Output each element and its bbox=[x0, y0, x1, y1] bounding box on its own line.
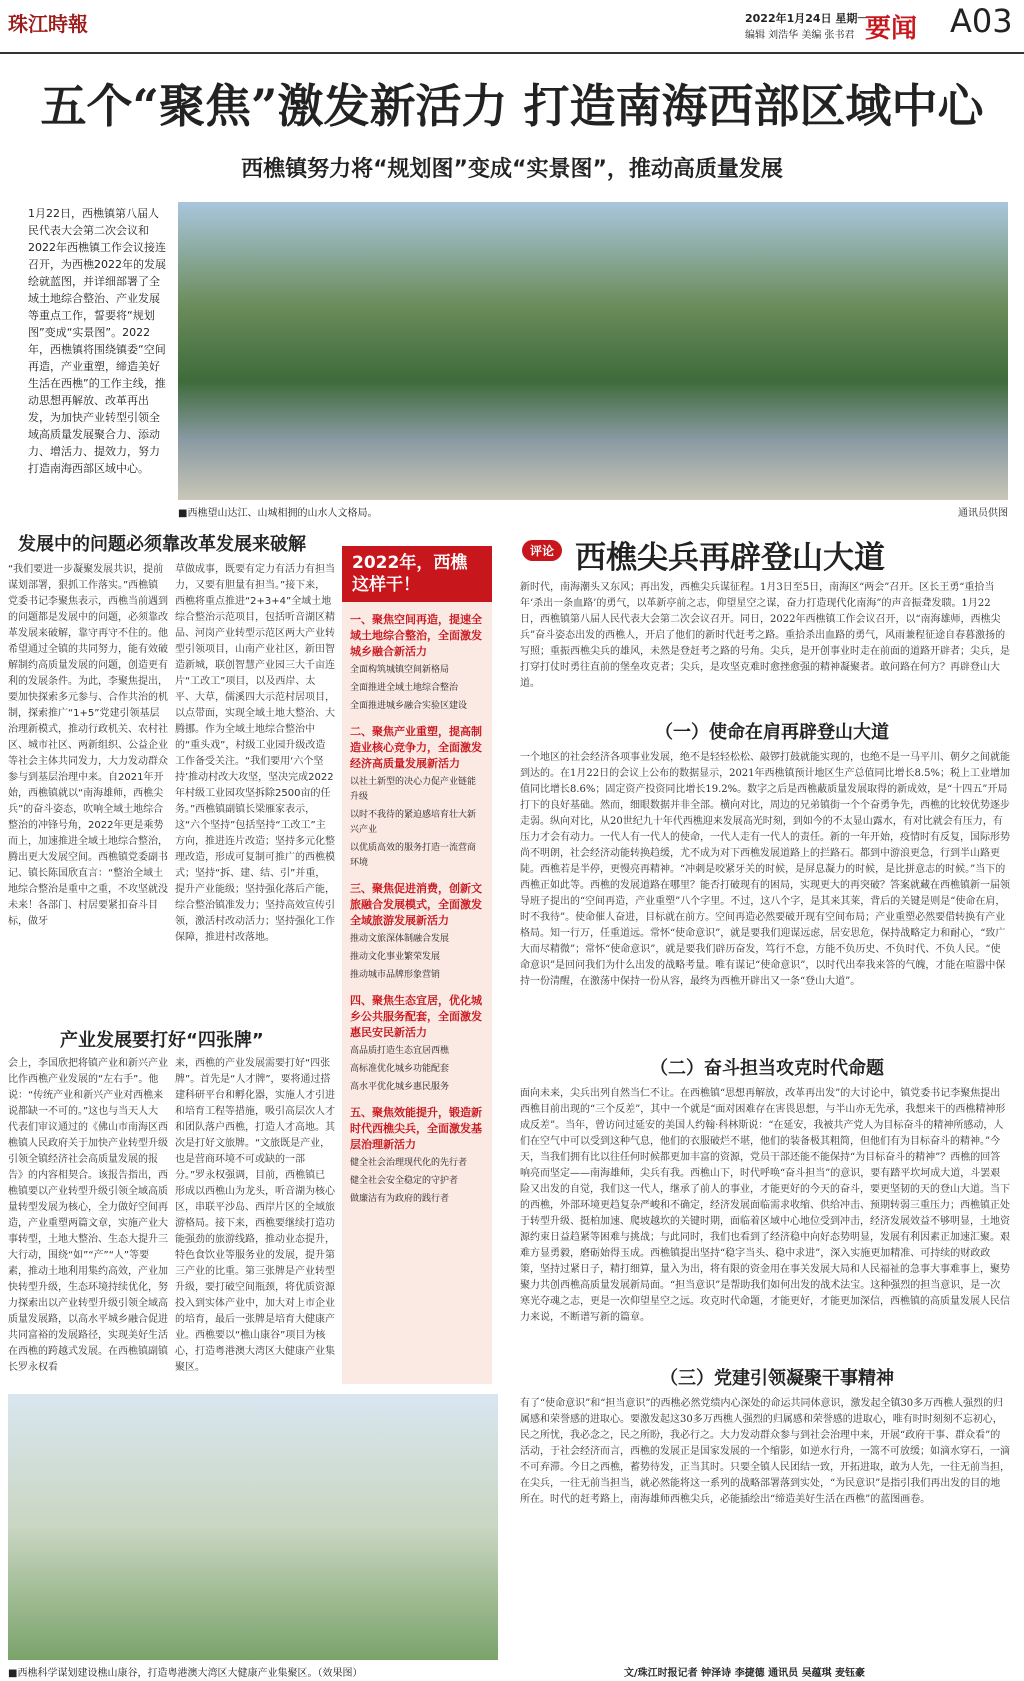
editorial-text-1: 一个地区的社会经济各项事业发展，绝不是轻轻松松、敲锣打鼓就能实现的，也绝不是一马平川、朝夕之间就能到达的。在1月22日的会议上公布的数据显示，2021年西樵镇预计地区生产总值同比增长8.5%；税上工业增加值同比增长8.6%；固定资产投资同比增长19.2%。数字之后是西樵蔽质量发展取得的新成效，是“十四五”开局打下的良好基础。然而，细眼数据并非全部。横向对比，周边的兄弟镇街一个个奋勇争先，西樵的比较优势逐步走弱。纵向对比，从20世纪九十年代西樵迎来发展高光时刻，到如今的不太显山露水，有对比就会有压力，有压力才会有动力。一代人有一代人的使命，一代人走有一代人的责任。新的一年开始，疫情时有反复，国际形势尚不明朗，社会经济动能转换趋缓，尤不成为对下西樵发展道路上的拦路石。都到中游浪更急，行到半山路更陡。西樵若是半停，更慢亮再精神。“冲刺是咬紧牙关的时候，是屏息凝力的时候，是比拼意志的时候。”当下的西樵正如此等。西樵的发展道路在哪里？能否打破现有的困局，实现更大的再突破？答案就藏在西樵镇新一届领导班子提出的“空间再造，产业重塑”八个字里。不过，这八个字，是其来其莱，背后的关键是则是“使命在肩，时不我待”。使命催人奋进，目标就在前方。空间再造必然要破开现有空间布局；产业重塑必然要借转换有产业格局。知一行万，任重道远。常怀“使命意识”，就是要我们迎谋远虑，居安思危，保持战略定力和耐心，“致广大而尽精微”；常怀“使命意识”，就是要我们辟历奋发，笃行不怠，方能不负历史、不负时代、不负人民。“使命意识”是回问我们为什么出发的战略考量。唯有谋记“使命意识”，以时代出奉我来答的气魄，才能在喧嚣中保持一份清醒，在激荡中保持一份从容，最终为西樵开辟出又一条“登山大道”。 bbox=[520, 752, 1010, 987]
sidebar-title: 2022年，西樵这样干！ bbox=[342, 546, 492, 602]
masthead bbox=[0, 0, 1024, 54]
sidebar-item: 推动文旅深体制融合发展 bbox=[350, 934, 450, 944]
newspaper-logo: 珠江時報 bbox=[8, 12, 88, 36]
left-column-text-2: 会上，李国欣把将镇产业和新兴产业比作西樵产业发展的“左右手”。他说：“传统产业和新兴产业对西樵来说都缺一不可的。”这也与当天人大代表们审议通过的《佛山市南海区西樵镇人民政府关于加快产业转型升级引领全镇经济社会高质量发展的报告》的内容相契合。该报告指出，西樵镇要以产业转型升级引领全域高质量转型发展为核心，全力做好空间再造，产业重塑两篇文章，实施产业大事转型，土地大整治、生态大提升三大行动，围绕“如”“产”“人”等要素，推动土地利用集约高效，产业加快转型升级，生态环境持续优化，努力探索出以产业转型升级引领全域高质量发展路，以高水平城乡融合促进共同富裕的发展路径，实现美好生活在西樵的跨越式发展。在西樵镇副镇长罗永权看 bbox=[8, 1058, 168, 1373]
mid-column-text-2: 来，西樵的产业发展需要打好“四张牌”。首先是“人才牌”，要将通过搭建科研平台和孵化器，实施人才引进和培育工程等措施，吸引高层次人才和团队落户西樵，打造人才高地。其次是打好文旅牌。“文旅既是产业，也是营商环境不可或缺的一部分。”罗永权强调，目前，西樵镇已形成以西樵山为龙头，听音湖为核心区，串联平沙岛、西岸片区的全域旅游格局。接下来，西樵要继续打造功能强劲的旅游线路，推动业态提升，特色食饮业等服务业的发展，提升第三产业的比重。第三张牌是产业转型升级，要打破空间瓶颈，将优质资源投入到实体产业中，加大对上市企业的培育，最后一张牌是培育大健康产业。西樵要以“樵山康谷”项目为核心，打造粤港澳大湾区大健康产业集聚区。 bbox=[175, 1058, 335, 1373]
editors-credit: 编辑 刘浩华 美编 张书君 bbox=[745, 30, 855, 41]
subheadline: 西樵镇努力将“规划图”变成“实景图”，推动高质量发展 bbox=[241, 157, 783, 182]
photo-caption bbox=[178, 504, 1008, 519]
caption-text: ■西樵望山达江、山城相拥的山水人文格局。 bbox=[178, 508, 378, 519]
editorial-title: 西樵尖兵再辟登山大道 bbox=[575, 540, 885, 576]
plan-sidebar bbox=[342, 546, 492, 1384]
sidebar-section bbox=[350, 993, 484, 1095]
sidebar-item: 以优质高效的服务打造一流营商环境 bbox=[350, 843, 477, 868]
commentary-badge: 评论 bbox=[522, 540, 562, 561]
photo-credit: 通讯员供图 bbox=[958, 508, 1008, 519]
mid-column-text-1: 草做成事，既要有定力有活力有担当力，又要有胆量有担当。”接下来，西樵将重点推进“2+3+4”全域土地综合整治示范项目，包括听音湖区精品、河岗产业转型示范区两大产业转型引领项目，山南产业社区，新田智造新城，联创智慧产业园三大千亩连片“工改工”项目，以及西岸、太平、大草，儒溪四大示范村居项目，以点带面，实现全域土地大整治、大腾挪。作为全域土地综合整治中的“重头戏”，村级工业园升级改造工作备受关注。“我们要用‘六个坚持’推动村改大攻坚，坚决完成2022年村级工业园攻坚拆除2500亩的任务。”西樵镇副镇长梁雁家表示，这“六个坚持”包括坚持“工改工”主方向，推进连片改造；坚持多元化整理改造，形成可复制可推广的西樵模式；坚持“拆、建、结、引”并重，提升产业能级；坚持强化落后产能，综合整治镇准发力；坚持高效宣传引领，激活村改动活力；坚持强化工作保障，推进村改落地。 bbox=[175, 564, 335, 943]
left-section-heading-2: 产业发展要打好“四张牌” bbox=[60, 1030, 264, 1051]
sidebar-item: 推动城市品牌形象营销 bbox=[350, 970, 441, 980]
editorial-section-3: （三）党建引领凝聚干事精神 bbox=[660, 1368, 894, 1389]
editorial-text-2: 面向未来，尖兵出列自然当仁不让。在西樵镇“思想再解放，改革再出发”的大讨论中，镇党委书记李聚焦提出西樵目前出现的“三个反差”，其中一个就是“面对困难存在害畏思想，与半山亦无先承，我想来干的西樵精神形成反差”。当年，曾访问过延安的美国人约翰·科林斯说：“在延安，我被共产党人为目标奋斗的精神所感动，人们在空气中可以受到这种气息，他们的衣服破烂不堪，他们的装备极其粗简，但他们有为目标奋斗的精神。”今天，当我们拥有比以往任何时候都更加丰富的资源，党员干部还能不能保持“为目标奋斗的精神”？西樵的回答响亮而坚定——南海雄师，尖兵有我。西樵山下，时代呼唤“奋斗担当”的意识，要有踏平坎坷成大道，斗罢艰险又出发的自觉，我们这一代人，继承了前人的事业，才能更好的今天的奋斗，要更坚韧的天的登山大道。当下的西樵，外部环境更趋复杂严峻和不确定，经济发展面临需求收缩、供给冲击、预期转弱三重压力；西樵镇正处于转型升级、挺柏加速、爬坡越坎的关键时期，面临着区域中心地位受到冲击，经济发展效益不够明显，土地资源约束日益趋紧等困难与挑战；与此同时，我们也看到了经济稳中向好态势明显，发展有利因素正加速汇聚。艰难方显勇毅，磨砺始得玉成。西樵镇提出坚持“稳字当头、稳中求进”，深入实施更加精准、可持续的财政政策，坚持过紧日子，精打细算，量入为出，将有限的资金用在事关发展大局和人民福祉的急事大事难事上，聚势聚力共创西樵高质量发展新局面。“担当意识”是帮助我们如何出发的战术法宝。这种强烈的担当意识，是一次寒光夺魂之志，更是一次仰望星空之远。攻克时代命题，才能更好，才能更加深信，西樵镇的高质量发展人民信力来说，不断谱写新的篇章。 bbox=[520, 1088, 1010, 1323]
sidebar-section bbox=[350, 612, 484, 714]
sidebar-section-title: 四、聚焦生态宜居，优化城乡公共服务配套，全面激发惠民安民新活力 bbox=[350, 994, 482, 1039]
sidebar-section bbox=[350, 1105, 484, 1207]
sidebar-item: 以社土新型的决心力促产业链能升级 bbox=[350, 777, 477, 802]
editorial-intro: 新时代，南海潮头又东风；再出发，西樵尖兵谋征程。1月3日至5日，南海区“两会”召开。区长王勇“重拾当年‘杀出一条血路’的勇气，以革新亭前之志，仰望星空之谋，奋力打造现代化南海”的声音振聋发聩。1月22日，西樵镇第八届人民代表大会第二次会议召开。同日，2022年西樵镇工作会议召开，以“南海雄师，西樵尖兵”奋斗姿态出发的西樵人，开启了他们的新时代赶考之路。重拾杀出血路的勇气，风雨兼程征途自春暮激扬的写照；重振西樵尖兵的雄风，未然是登赶考之路的号角。尖兵，是开创事业时走在前面的道路开辟者；尖兵，是打穿打仗时勇往直前的堡垒攻克者；尖兵，是攻坚克难时愈挫愈强的精神凝聚者。敢问路在何方？再辟登山大道。 bbox=[520, 582, 1010, 689]
landscape-photo bbox=[178, 202, 1008, 500]
sidebar-item: 高品质打造生态宜居西樵 bbox=[350, 1046, 450, 1056]
lead-paragraph: 1月22日，西樵镇第八届人民代表大会第二次会议和2022年西樵镇工作会议接连召开，为西樵2022年的发展绘就蓝图，并详细部署了全域土地综合整治、产业发展等重点工作，誓要将“规划图”变成“实景图”。2022年，西樵镇将围绕镇委“空间再造，产业重塑，缔造美好生活在西樵”的工作主线，推动思想再解放、改革再出发，为加快产业转型引领全域高质量发展聚合力、添动力、增活力、提效力，努力打造南海西部区域中心。 bbox=[28, 207, 166, 475]
sidebar-section-title: 三、聚焦促进消费，创新文旅融合发展模式，全面激发全域旅游发展新活力 bbox=[350, 882, 482, 927]
page-number: A03 bbox=[950, 2, 1013, 40]
sidebar-item: 以时不我待的紧迫感培育壮大新兴产业 bbox=[350, 810, 477, 835]
sidebar-item: 推动文化事业繁荣发展 bbox=[350, 952, 441, 962]
sidebar-section bbox=[350, 724, 484, 871]
sidebar-item: 高水平优化城乡惠民服务 bbox=[350, 1082, 450, 1092]
sidebar-item: 全面构筑城镇空间新格局 bbox=[350, 665, 450, 675]
sidebar-section-title: 一、聚焦空间再造，提速全域土地综合整治，全面激发城乡融合新活力 bbox=[350, 613, 482, 658]
rendering-photo bbox=[8, 1394, 498, 1660]
rendering-caption: ■西樵科学谋划建设樵山康谷，打造粤港澳大湾区大健康产业集聚区。（效果图） bbox=[8, 1668, 363, 1679]
sidebar-item: 全面推进城乡融合实验区建设 bbox=[350, 701, 468, 711]
byline: 文/珠江时报记者 钟泽诗 李捷德 通讯员 吴蕴琪 麦钰豪 bbox=[624, 1668, 866, 1679]
sidebar-item: 做廉洁有为政府的践行者 bbox=[350, 1194, 450, 1204]
sidebar-section bbox=[350, 881, 484, 983]
sidebar-item: 健全社会安全稳定的守护者 bbox=[350, 1176, 459, 1186]
sidebar-section-title: 五、聚焦效能提升，锻造新时代西樵尖兵，全面激发基层治理新活力 bbox=[350, 1106, 482, 1151]
editorial-section-2: （二）奋斗担当攻克时代命题 bbox=[650, 1058, 884, 1079]
sidebar-item: 高标准优化城乡功能配套 bbox=[350, 1064, 450, 1074]
issue-date: 2022年1月24日 星期一 bbox=[745, 12, 869, 25]
left-section-heading-1: 发展中的问题必须靠改革发展来破解 bbox=[18, 534, 306, 555]
left-column-text-1: “我们要进一步凝聚发展共识，提前谋划部署，狠抓工作落实。”西樵镇党委书记李聚焦表示，西樵当前遇到的问题都是发展中的问题，必须靠改革发展来破解，靠守再守不住的。他希望通过全镇的共同努力，能有效破解制约高质量发展的问题，创造更有利的发展条件。为此，李聚焦提出，要加快探索多元参与、合作共治的机制，探索推广“1+5”党建引领基层治理新模式，推动行政机关、农村社区、城市社区、两新组织、公益企业等社会主体共同发力，大力发动群众参与到基层治理中来。自2021年开始，西樵镇就以“南海雄师，西樵尖兵”的奋斗姿态，吹响全域土地综合整治的冲锋号角，2022年更是乘势而上，加速推进全域土地综合整治，腾出更大发展空间。西樵镇党委副书记、镇长陈国欣直言：“整治全域土地综合整治是重中之重，不攻坚就没未来！各部门、村居要紧扣奋斗目标，做牙 bbox=[8, 564, 168, 927]
editorial-text-3: 有了“使命意识”和“担当意识”的西樵必然党绩内心深处的命运共同体意识，激发起全镇30多万西樵人强烈的归属感和荣誉感的进取心。要激发起这30多万西樵人强烈的归属感和荣誉感的进取心，唯有时时刻刻不忘初心，民之所忧，我必念之，民之所盼，我必行之。大力发动群众参与到社会治理中来，开展“政府干事、群众看”的活动，于社会经济而言，西樵的发展正是国家发展的一个缩影，如逆水行舟，一篙不可放缓；如滴水穿石，一滴不可弃滞。今日之西樵，蓄势待发，正当其时。只要全镇人民团结一致，开拓进取，敢为人先，一往无前当担，在尖兵，一往无前当担当，就必然能将这一系列的战略部署落到实处，“为民意识”是指引我们再出发的目的地所在。时代的赶考路上，南海雄师西樵尖兵，必能插绘出“缔造美好生活在西樵”的蓝图画卷。 bbox=[520, 1398, 1010, 1505]
headline: 五个“聚焦”激发新活力 打造南海西部区域中心 bbox=[40, 79, 984, 133]
sidebar-item: 健全社会治理现代化的先行者 bbox=[350, 1158, 468, 1168]
sidebar-section-title: 二、聚焦产业重塑，提高制造业核心竞争力，全面激发经济高质量发展新活力 bbox=[350, 725, 482, 770]
sidebar-item: 全面推进全域土地综合整治 bbox=[350, 683, 459, 693]
section-name: 要闻 bbox=[865, 14, 918, 44]
editorial-section-1: （一）使命在肩再辟登山大道 bbox=[655, 722, 889, 743]
